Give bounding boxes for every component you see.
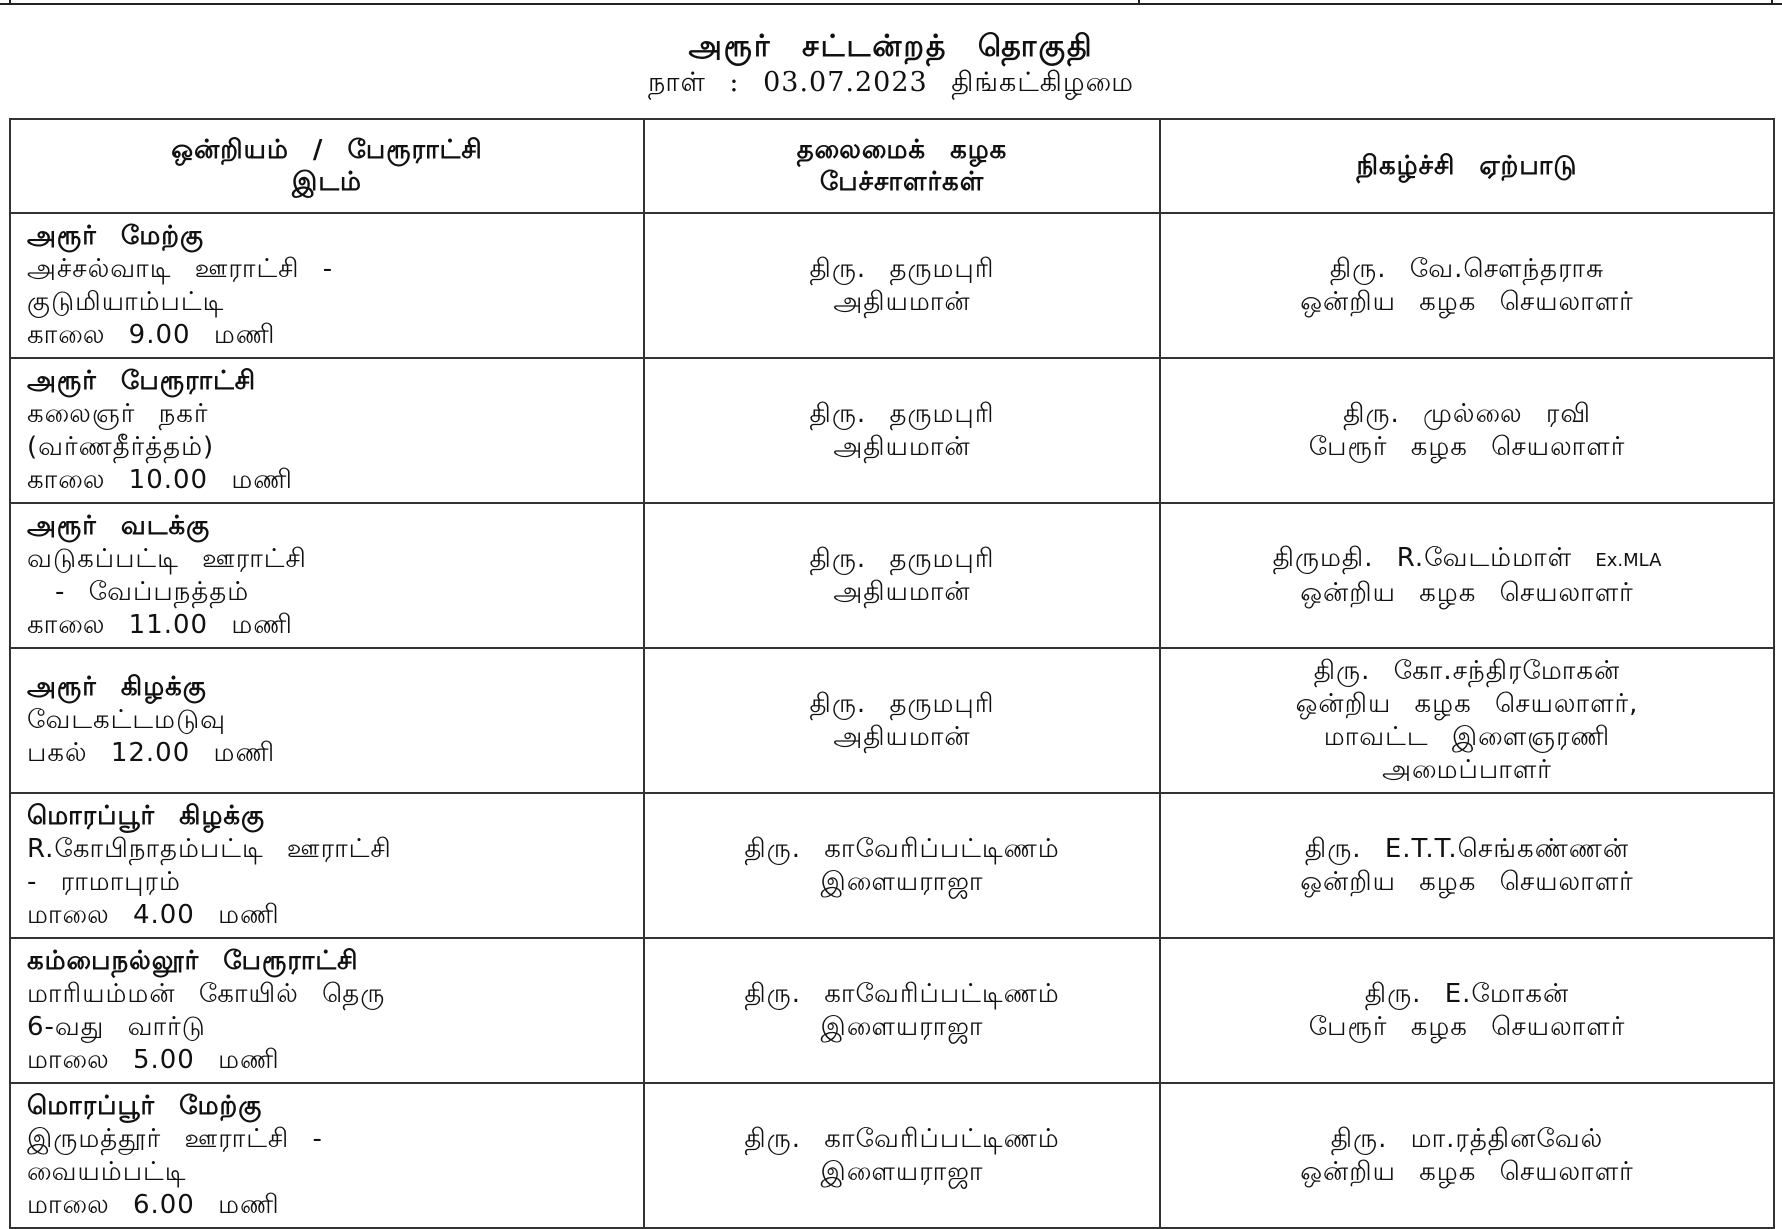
ex-mla-suffix: Ex.MLA (1595, 549, 1662, 571)
place-cell (10, 793, 644, 938)
speaker-line: திரு. தருமபுரி (809, 398, 995, 429)
speaker-cell (644, 1083, 1160, 1228)
top-border-tick (1138, 0, 1140, 4)
organiser-line: திரு. வே.சௌந்தராசு (1329, 253, 1605, 284)
area-name: அரூர் கிழக்கு (27, 672, 207, 702)
organiser-name-line (1171, 542, 1763, 577)
area-name: மொரப்பூர் மேற்கு (27, 1090, 263, 1121)
document-date: நாள் : 03.07.2023 திங்கட்கிழமை (648, 67, 1134, 98)
speaker-line: திரு. காவேரிப்பட்டிணம் (744, 833, 1060, 864)
document-title: அரூர் சட்டன்றத் தொகுதி (688, 29, 1094, 64)
place-line: வேடகட்டமடுவு (27, 705, 227, 735)
organiser-line: மாவட்ட இளைஞரணி (1323, 721, 1611, 752)
place-line: (வர்ணதீர்த்தம்) (27, 431, 215, 462)
header-place (10, 119, 644, 213)
header-organiser (1160, 119, 1774, 213)
speaker-cell (644, 938, 1160, 1083)
place-time: மாலை 4.00 மணி (27, 899, 280, 930)
organiser-line: திரு. மா.ரத்தினவேல் (1330, 1123, 1604, 1154)
speaker-cell (644, 648, 1160, 793)
place-time: காலை 9.00 மணி (27, 319, 276, 350)
place-cell (10, 358, 644, 503)
top-border-tick (1771, 0, 1773, 4)
area-name: மொரப்பூர் கிழக்கு (27, 800, 265, 831)
speaker-line: திரு. காவேரிப்பட்டிணம் (744, 1123, 1060, 1154)
place-line: அச்சல்வாடி ஊராட்சி - (27, 253, 334, 284)
speaker-cell (644, 503, 1160, 648)
speaker-line: திரு. தருமபுரி (809, 543, 995, 574)
header-speaker (644, 119, 1160, 213)
place-line: இருமத்தூர் ஊராட்சி - (27, 1123, 323, 1154)
place-line: - வேப்பநத்தம் (55, 576, 250, 607)
organiser-line: ஒன்றிய கழக செயலாளர், (1295, 688, 1639, 719)
table-row (10, 358, 1774, 503)
organiser-line: பேரூர் கழக செயலாளர் (1308, 1011, 1626, 1042)
speaker-line: அதியமான் (833, 721, 971, 752)
place-line: மாரியம்மன் கோயில் தெரு (27, 978, 386, 1009)
area-name: அரூர் மேற்கு (27, 220, 204, 251)
organiser-cell (1160, 1083, 1774, 1228)
speaker-cell (644, 358, 1160, 503)
place-time: மாலை 5.00 மணி (27, 1044, 280, 1075)
table-row (10, 793, 1774, 938)
area-name: கம்பைநல்லூர் பேரூராட்சி (27, 945, 359, 976)
speaker-line: அதியமான் (833, 576, 971, 607)
organiser-cell (1160, 648, 1774, 793)
place-line: வையம்பட்டி (27, 1156, 187, 1187)
place-time: காலை 10.00 மணி (27, 464, 293, 495)
place-time: பகல் 12.00 மணி (27, 738, 276, 768)
header-speaker-line: தலைமைக் கழக (796, 135, 1008, 165)
organiser-name: திருமதி. R.வேடம்மாள் (1272, 542, 1573, 573)
organiser-line: ஒன்றிய கழக செயலாளர் (1300, 1156, 1634, 1187)
speaker-line: அதியமான் (833, 286, 971, 317)
header-organiser-label: நிகழ்ச்சி ஏற்பாடு (1356, 151, 1578, 181)
place-line: 6-வது வார்டு (27, 1011, 206, 1042)
table-header-row (10, 119, 1774, 213)
table-row (10, 213, 1774, 358)
place-cell (10, 938, 644, 1083)
organiser-cell (1160, 938, 1774, 1083)
place-cell (10, 213, 644, 358)
area-name: அரூர் வடக்கு (27, 510, 211, 541)
place-line: R.கோபிநாதம்பட்டி ஊராட்சி (27, 833, 392, 864)
organiser-line: திரு. கோ.சந்திரமோகன் (1313, 655, 1621, 686)
organiser-line: ஒன்றிய கழக செயலாளர் (1300, 577, 1634, 608)
speaker-line: இளையராஜா (820, 866, 984, 897)
table-row (10, 648, 1774, 793)
document-heading (0, 28, 1782, 100)
area-name: அரூர் பேரூராட்சி (27, 365, 257, 396)
place-line: குடுமியாம்பட்டி (27, 286, 225, 317)
schedule-table (9, 118, 1775, 1229)
speaker-line: இளையராஜா (820, 1011, 984, 1042)
table-row (10, 503, 1774, 648)
speaker-line: திரு. தருமபுரி (809, 253, 995, 284)
header-place-line: ஒன்றியம் / பேரூராட்சி (171, 135, 483, 165)
speaker-line: திரு. காவேரிப்பட்டிணம் (744, 978, 1060, 1009)
table-row (10, 938, 1774, 1083)
speaker-cell (644, 793, 1160, 938)
organiser-line: பேரூர் கழக செயலாளர் (1308, 431, 1626, 462)
organiser-line: திரு. E.மோகன் (1364, 978, 1570, 1009)
speaker-cell (644, 213, 1160, 358)
table-row (10, 1083, 1774, 1228)
top-border-tick (9, 0, 11, 4)
place-time: மாலை 6.00 மணி (27, 1189, 280, 1220)
organiser-line: ஒன்றிய கழக செயலாளர் (1300, 866, 1634, 897)
speaker-line: அதியமான் (833, 431, 971, 462)
organiser-line: அமைப்பாளர் (1382, 754, 1552, 785)
header-speaker-line: பேச்சாளர்கள் (819, 167, 985, 197)
organiser-cell (1160, 358, 1774, 503)
place-time: காலை 11.00 மணி (27, 609, 293, 640)
header-place-line: இடம் (292, 167, 362, 197)
organiser-cell (1160, 213, 1774, 358)
place-cell (10, 648, 644, 793)
place-cell (10, 1083, 644, 1228)
organiser-line: ஒன்றிய கழக செயலாளர் (1300, 286, 1634, 317)
place-cell (10, 503, 644, 648)
top-border-line (0, 0, 1782, 5)
speaker-line: இளையராஜா (820, 1156, 984, 1187)
place-line: வடுகப்பட்டி ஊராட்சி (27, 543, 307, 574)
speaker-line: திரு. தருமபுரி (809, 688, 995, 719)
place-line: கலைஞர் நகர் (27, 398, 209, 429)
place-line: - ராமாபுரம் (27, 866, 181, 897)
organiser-cell (1160, 503, 1774, 648)
organiser-line: திரு. E.T.T.செங்கண்ணன் (1304, 833, 1630, 864)
organiser-line: திரு. முல்லை ரவி (1343, 398, 1591, 429)
organiser-cell (1160, 793, 1774, 938)
